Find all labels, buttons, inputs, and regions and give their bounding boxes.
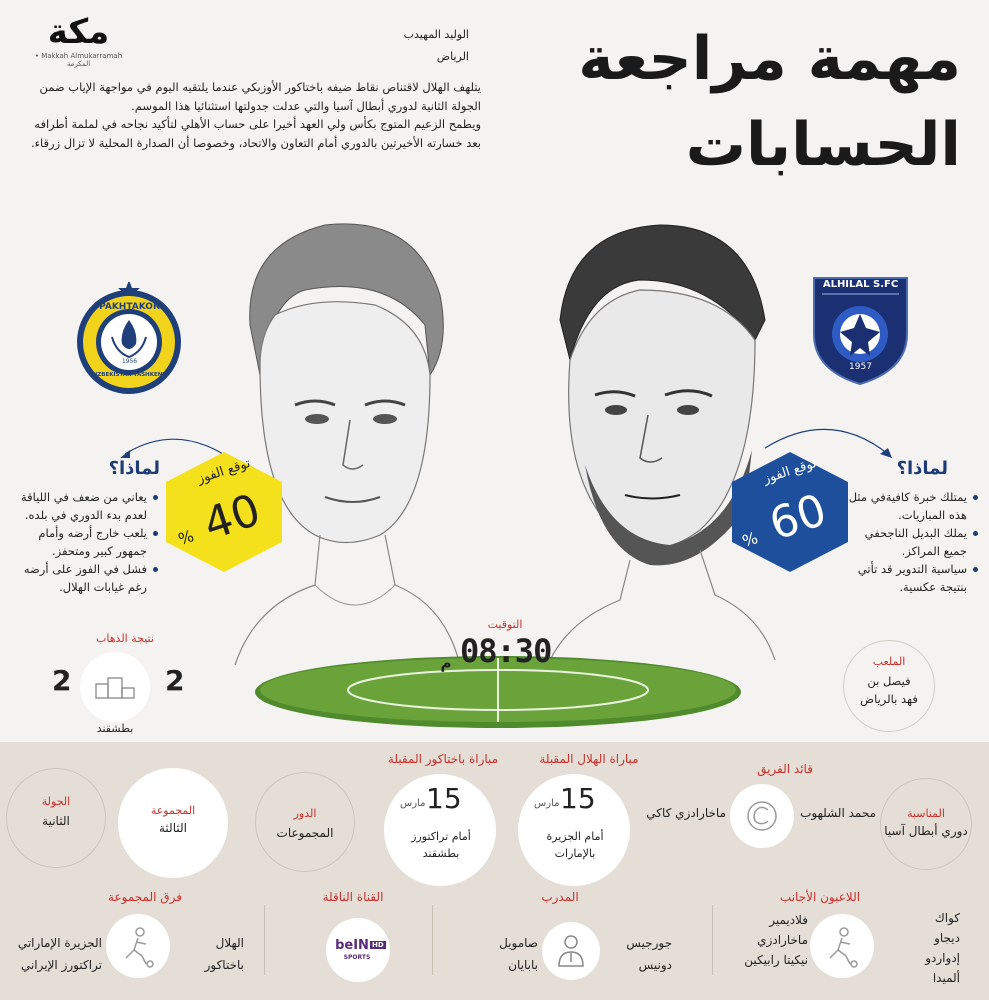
player-sketch-right <box>530 210 780 660</box>
group-circle <box>118 768 228 878</box>
pakhtakor-reason: يلعب خارج أرضه وأمام جمهور كبير ومتحفز. <box>10 524 158 560</box>
pakh-next-month: مارس <box>400 798 426 809</box>
foreigners-title: اللاعبون الأجانب <box>779 890 861 904</box>
divider <box>432 905 433 975</box>
pakhtakor-reason: يعاني من ضعف في اللياقة لعدم بدء الدوري في بلده. <box>10 488 158 524</box>
pakhtakor-reason: فشل في الفوز على أرضه رغم غيابات الهلال. <box>10 560 158 596</box>
captain-title: قائد الفريق <box>757 762 813 776</box>
pakhtakor-badge-sub: UZBEKISTAN TASHKENT <box>92 372 167 378</box>
podium-icon <box>80 652 150 722</box>
round-title: الجولة <box>41 795 71 808</box>
divider <box>712 905 713 975</box>
round-circle <box>6 768 106 868</box>
group-team: تراكتورز الإيراني <box>20 958 102 972</box>
alhilal-reason: سياسية التدوير قد تأتي بنتيجة عكسية. <box>838 560 978 596</box>
alhilal-win-hex <box>728 450 853 575</box>
venue-label: الملعب <box>872 655 906 668</box>
captain-circle <box>730 784 794 848</box>
stage-circle <box>255 772 355 872</box>
pakhtakor-reasons <box>10 488 158 596</box>
captain-armband-icon <box>730 784 794 848</box>
dateline-city: الرياض <box>436 50 469 63</box>
occasion-circle <box>880 778 972 870</box>
hilal-next-desc: أمام الجزيرة بالإمارات <box>546 830 604 860</box>
alhilal-percent-sign: % <box>739 528 761 551</box>
kickoff-time: 08:30 <box>460 632 552 670</box>
foreigners-circle <box>810 914 874 978</box>
alhilal-why-title: لماذا؟ <box>896 458 948 479</box>
pakh-next-desc: أمام تراكتورز بطشقند <box>411 830 471 860</box>
stage-value: المجموعات <box>276 826 334 840</box>
newspaper-logo <box>26 14 131 66</box>
coach-name: دونيس <box>638 958 672 972</box>
first-leg-label: نتيجة الذهاب <box>96 632 154 645</box>
venue-circle <box>843 640 935 732</box>
hilal-next-title: مباراة الهلال المقبلة <box>539 752 639 766</box>
foreign-player: ألميدا <box>932 971 960 985</box>
groupteams-col1 <box>174 932 244 976</box>
alhilal-reasons <box>838 488 978 596</box>
pakh-next-circle <box>384 774 496 886</box>
pakh-next-title: مباراة باختاكور المقبلة <box>387 752 499 766</box>
pakhtakor-badge <box>72 282 187 397</box>
groupteams-circle <box>106 914 170 978</box>
player-kick-icon <box>106 914 170 978</box>
pakhtakor-badge-text: PAKHTAKOR <box>99 302 160 312</box>
divider <box>264 905 265 975</box>
foreign-player: نيكيتا رابيكين <box>744 953 808 967</box>
alhilal-reason: يملك البديل الناجحفي جميع المراكز. <box>838 524 978 560</box>
channel-logo: beIN <box>335 938 369 953</box>
headline: مهمة مراجعة الحسابات <box>578 24 961 180</box>
occasion-value: دوري أبطال آسيا <box>884 824 968 838</box>
foreign-player: كواك <box>934 911 960 925</box>
coach-name: بابايان <box>508 958 538 972</box>
pakhtakor-percent-sign: % <box>175 526 197 549</box>
channel-title: القناة الناقلة <box>322 890 384 904</box>
captain-home: محمد الشلهوب <box>800 806 876 820</box>
foreign-player: ديجاو <box>934 931 960 945</box>
pakhtakor-win-label: توقع الفوز <box>195 455 253 488</box>
coach-name: صامويل <box>499 936 538 950</box>
score-right: 2 <box>165 664 185 697</box>
player-sketch-left <box>215 205 460 665</box>
group-team: الهلال <box>215 936 244 950</box>
player-kick-icon <box>810 914 874 978</box>
first-leg-city: بطشقند <box>96 722 134 735</box>
groupteams-title: فرق المجموعة <box>108 890 182 904</box>
group-value: الثالثة <box>159 821 187 835</box>
channel-sub: SPORTS <box>343 954 371 961</box>
pakh-next-day: 15 <box>426 782 462 815</box>
coach-title: المدرب <box>541 890 579 904</box>
alhilal-win-percent: 60 <box>763 484 833 551</box>
pakhtakor-crest-icon <box>72 282 187 397</box>
venue-name: فيصل بن فهد بالرياض <box>860 674 918 706</box>
pakhtakor-win-hex <box>162 450 287 575</box>
score-left: 2 <box>52 664 72 697</box>
group-team: باختاكور <box>204 958 244 972</box>
pakhtakor-badge-year: 1956 <box>121 358 138 365</box>
intro-text <box>26 78 481 152</box>
coach-person-icon <box>542 922 600 980</box>
author-byline: الوليد المهيدب <box>403 28 469 41</box>
alhilal-win-label: توقع الفوز <box>761 455 819 488</box>
channel-hd-badge: HD <box>372 941 384 949</box>
round-value: الثانية <box>42 814 70 828</box>
kickoff-label: التوقيت <box>487 618 523 631</box>
alhilal-badge <box>808 272 913 387</box>
kickoff-ampm: م <box>440 654 452 672</box>
pakhtakor-why-title: لماذا؟ <box>108 458 160 479</box>
logo-subtitle: Makkah Almukarramah • المكرمة <box>34 52 123 68</box>
group-team: الجزيرة الإماراتي <box>17 936 102 950</box>
logo-word: مكة <box>47 12 110 52</box>
hilal-next-month: مارس <box>534 798 560 809</box>
foreigners-home <box>880 908 960 988</box>
coach-circle <box>542 922 600 980</box>
foreign-player: إدواردو <box>925 951 960 965</box>
captain-away: ماخارادزي كاكي <box>646 806 726 820</box>
coach-away <box>470 932 538 976</box>
alhilal-badge-text: ALHILAL S.FC <box>822 279 899 290</box>
hilal-next-day: 15 <box>560 782 596 815</box>
channel-circle <box>326 918 390 982</box>
foreign-player: ماخارادزي <box>757 933 808 947</box>
intro-paragraph-1: يتلهف الهلال لاقتناص نقاط ضيفه باختاكور الأوزبكي عندما يلتقيه اليوم في مواجهة الإياب ضمن الجولة الثانية لدوري أبطال آسيا والتي عدلت جدولتها استثنائيا هذا الموسم. <box>39 80 481 113</box>
alhilal-reason: يمتلك خبرة كافيةفي مثل هذه المباريات. <box>838 488 978 524</box>
groupteams-col2 <box>8 932 102 976</box>
stage-title: الدور <box>293 807 317 820</box>
hilal-next-circle <box>518 774 630 886</box>
intro-paragraph-2: ويطمح الزعيم المتوج بكأس ولي العهد أخيرا على حساب الأهلي لتأكيد نجاحه في لملمة أطرافه بعد خسارته الأخيرتين بالدوري أمام التعاون والاتحاد، وخصوصا أن الصدارة المحلية لا تزال زرقاء. <box>30 117 481 150</box>
occasion-title: المناسبة <box>907 807 945 820</box>
first-leg-circle <box>80 652 150 722</box>
group-title: المجموعة <box>150 804 196 817</box>
foreigners-away <box>718 910 808 970</box>
pakhtakor-win-percent: 40 <box>197 484 267 551</box>
alhilal-badge-year: 1957 <box>849 362 872 372</box>
foreign-player: فلاديمير <box>769 913 808 927</box>
coach-name: جورجيس <box>626 936 672 950</box>
info-section <box>0 742 989 1000</box>
coach-home <box>602 932 672 976</box>
